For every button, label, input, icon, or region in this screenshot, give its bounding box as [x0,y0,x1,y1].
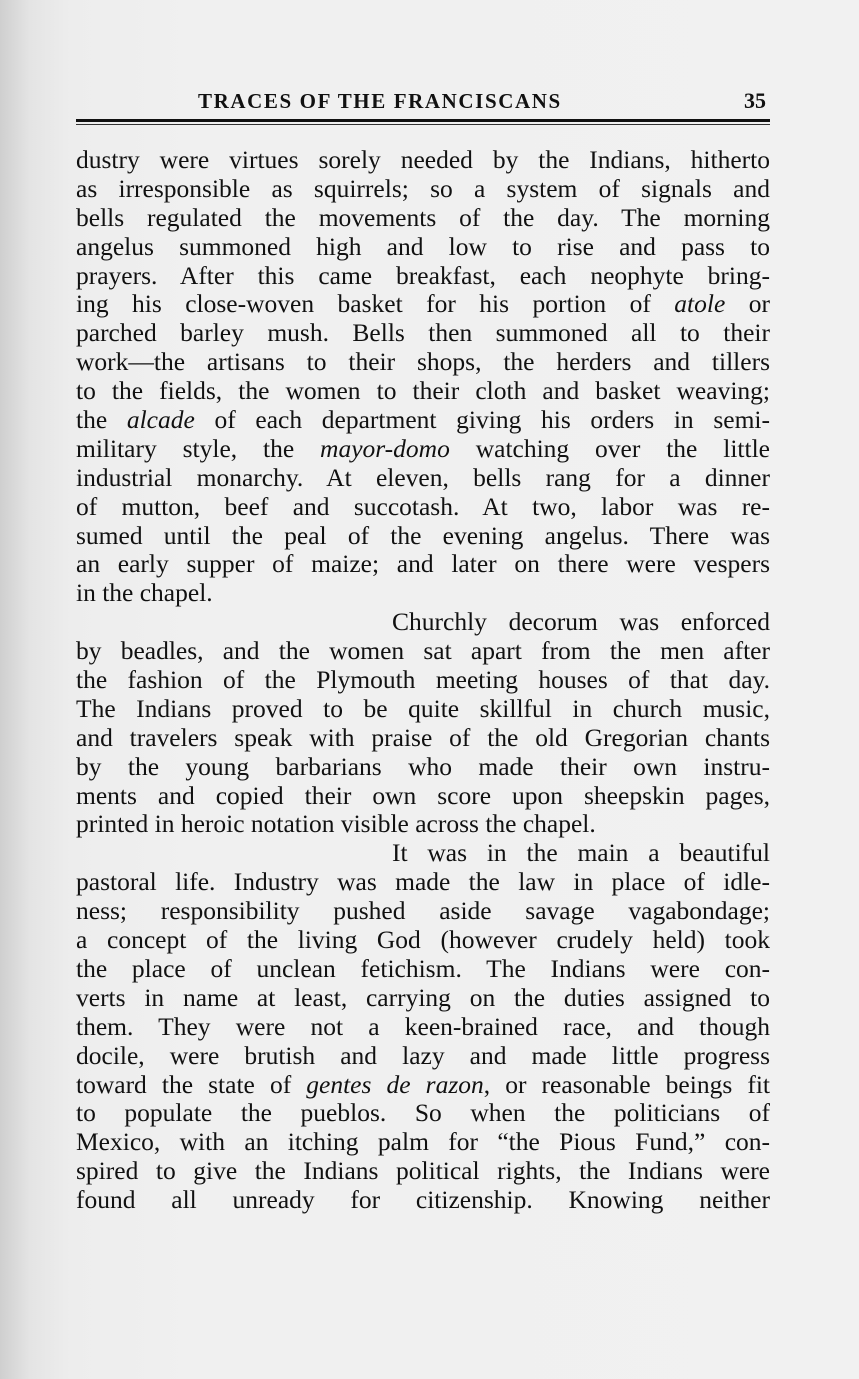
page-number: 35 [744,88,766,113]
text-line: by beadles, and the women sat apart from the men after [76,636,770,666]
header-rule [76,119,770,122]
italic-term: mayor-domo [320,433,450,463]
text-line: The Indians proved to be quite skillful in church music, [76,693,770,723]
text-line: industrial monarchy. At eleven, bells rang for a dinner [76,462,770,492]
text-line: bells regulated the movements of the day. The morning [76,202,770,232]
text-line: pastoral life. Industry was made the law in place of idle- [76,867,770,897]
text-run: military style, the [76,433,321,463]
text-run: , or reasonable beings fit [483,1069,770,1099]
text-line: an early supper of maize; and later on there were vespers [76,549,770,579]
text-line: the place of unclean fetichism. The Indians were con- [76,953,770,983]
text-line [76,290,770,319]
text-line: in the chapel. [76,578,213,608]
text-line: by the young barbarians who made their own instru- [76,751,770,781]
text-line [76,1071,770,1100]
text-line: Churchly decorum was enforced [392,607,770,637]
text-line [76,435,770,464]
text-run: of each department giving his orders in semi- [194,405,770,435]
italic-term: atole [674,289,726,319]
text-line: printed in heroic notation visible across the chapel. [76,809,596,839]
text-run: or [725,289,770,319]
text-line: ments and copied their own score upon sheepskin pages, [76,780,770,810]
text-line: to the fields, the women to their cloth and basket weaving; [76,376,770,406]
italic-term: gentes de razon [306,1069,484,1099]
text-line: and travelers speak with praise of the old Gregorian chants [76,722,770,752]
text-line: parched barley mush. Bells then summoned all to their [76,318,770,348]
text-line: sumed until the peal of the evening angelus. There was [76,520,770,550]
text-line: them. They were not a keen-brained race, and though [76,1011,770,1041]
text-run: ing his close-woven basket for his portion of [76,289,675,319]
text-line: It was in the main a beautiful [392,838,770,868]
text-line: dustry were virtues sorely needed by the Indians, hitherto [76,145,770,174]
text-run: toward the state of [76,1069,307,1099]
text-line: to populate the pueblos. So when the politicians of [76,1098,770,1128]
text-line: angelus summoned high and low to rise and pass to [76,231,770,261]
text-line: prayers. After this came breakfast, each neophyte bring- [76,260,770,290]
text-line: a concept of the living God (however crudely held) took [76,925,770,955]
text-line: found all unready for citizenship. Knowing neither [76,1185,770,1215]
text-run: watching over the little [449,433,770,463]
body-text [76,146,770,1215]
text-line: of mutton, beef and succotash. At two, labor was re- [76,491,770,521]
text-line: Mexico, with an itching palm for “the Pious Fund,” con- [76,1127,770,1157]
text-run: the [76,405,127,435]
text-line: as irresponsible as squirrels; so a system of signals and [76,173,770,203]
running-title: TRACES OF THE FRANCISCANS [198,89,562,113]
text-line: spired to give the Indians political rights, the Indians were [76,1156,770,1186]
text-line [76,406,770,435]
text-line: work—the artisans to their shops, the herders and tillers [76,347,770,377]
italic-term: alcade [126,405,195,435]
header-rule-thin [76,124,770,125]
text-line: verts in name at least, carrying on the duties assigned to [76,982,770,1012]
running-head [76,86,770,116]
text-line: the fashion of the Plymouth meeting houses of that day. [76,665,770,695]
text-line: ness; responsibility pushed aside savage vagabondage; [76,896,770,926]
text-line: docile, were brutish and lazy and made little progress [76,1040,770,1070]
